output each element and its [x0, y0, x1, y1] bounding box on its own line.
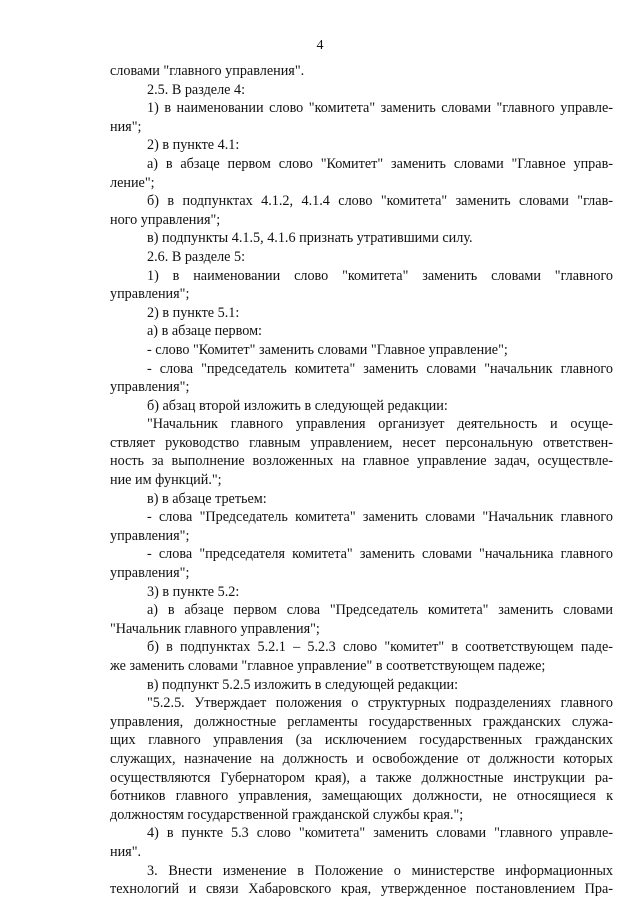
- text-line: - слова "председатель комитета" заменить словами "начальник главного: [147, 360, 613, 377]
- text-line: 2.5. В разделе 4:: [147, 81, 246, 98]
- text-line: - слова "Председатель комитета" заменить словами "Начальник главного: [147, 509, 613, 526]
- text-line: ление";: [110, 174, 155, 191]
- text-line: "Начальник главного управления организует деятельность и осуще-: [147, 416, 613, 433]
- text-line: управления, должностные регламенты государственных гражданских служа-: [110, 713, 613, 730]
- text-line: б) абзац второй изложить в следующей редакции:: [147, 397, 448, 414]
- text-line: в) в абзаце третьем:: [147, 490, 267, 507]
- text-line: ния";: [110, 118, 142, 135]
- text-line: управления";: [110, 565, 190, 582]
- text-line: управления";: [110, 286, 190, 303]
- text-line: 2) в пункте 4.1:: [147, 137, 240, 154]
- text-line: в) подпункты 4.1.5, 4.1.6 признать утратившими силу.: [147, 230, 473, 247]
- text-line: 3. Внести изменение в Положение о министерстве информационных: [147, 862, 613, 879]
- text-line: 2.6. В разделе 5:: [147, 248, 246, 265]
- text-line: технологий и связи Хабаровского края, утвержденное постановлением Пра-: [110, 881, 613, 898]
- text-line: же заменить словами "главное управление" в соответствующем падеже;: [110, 658, 546, 674]
- text-line: 1) в наименовании слово "комитета" заменить словами "главного: [147, 267, 613, 284]
- text-line: 4) в пункте 5.3 слово "комитета" заменить словами "главного управле-: [147, 825, 613, 842]
- text-line: а) в абзаце первом:: [147, 323, 262, 340]
- text-line: словами "главного управления".: [110, 63, 305, 79]
- text-line: 2) в пункте 5.1:: [147, 304, 240, 321]
- text-line: ние им функций.";: [110, 472, 222, 489]
- text-line: б) в подпунктах 4.1.2, 4.1.4 слово "комитета" заменить словами "глав-: [147, 193, 613, 210]
- text-line: щих главного управления (за исключением государственных гражданских: [110, 732, 613, 749]
- page-number: 4: [316, 38, 324, 53]
- text-line: ность за выполнение возложенных на главное управление задач, осуществле-: [110, 453, 613, 470]
- text-line: служащих, назначение на должность и освобождение от должности которых: [110, 750, 613, 767]
- text-line: ного управления";: [110, 211, 221, 228]
- document-body: [110, 62, 613, 899]
- text-line: должностям государственной гражданской службы края.";: [110, 806, 464, 823]
- text-line: "5.2.5. Утверждает положения о структурных подразделениях главного: [147, 695, 613, 712]
- text-line: ботников главного управления, замещающих должности, не относящиеся к: [110, 788, 613, 805]
- text-line: ния".: [110, 843, 142, 860]
- text-line: а) в абзаце первом слово "Комитет" заменить словами "Главное управ-: [147, 155, 613, 172]
- text-line: в) подпункт 5.2.5 изложить в следующей редакции:: [147, 676, 459, 693]
- text-line: осуществляются Губернатором края), а также должностные инструкции ра-: [110, 769, 613, 786]
- text-line: б) в подпунктах 5.2.1 – 5.2.3 слово "комитет" в соответствующем паде-: [147, 639, 613, 656]
- text-line: ствляет руководство главным управлением, несет персональную ответствен-: [110, 434, 613, 451]
- text-line: - слово "Комитет" заменить словами "Главное управление";: [147, 341, 508, 358]
- text-line: 3) в пункте 5.2:: [147, 583, 240, 600]
- text-line: 1) в наименовании слово "комитета" заменить словами "главного управле-: [147, 100, 613, 117]
- text-line: - слова "председателя комитета" заменить словами "начальника главного: [147, 546, 613, 563]
- text-line: управления";: [110, 379, 190, 396]
- text-line: "Начальник главного управления";: [110, 620, 320, 637]
- text-line: а) в абзаце первом слова "Председатель комитета" заменить словами: [147, 602, 613, 619]
- text-line: управления";: [110, 527, 190, 544]
